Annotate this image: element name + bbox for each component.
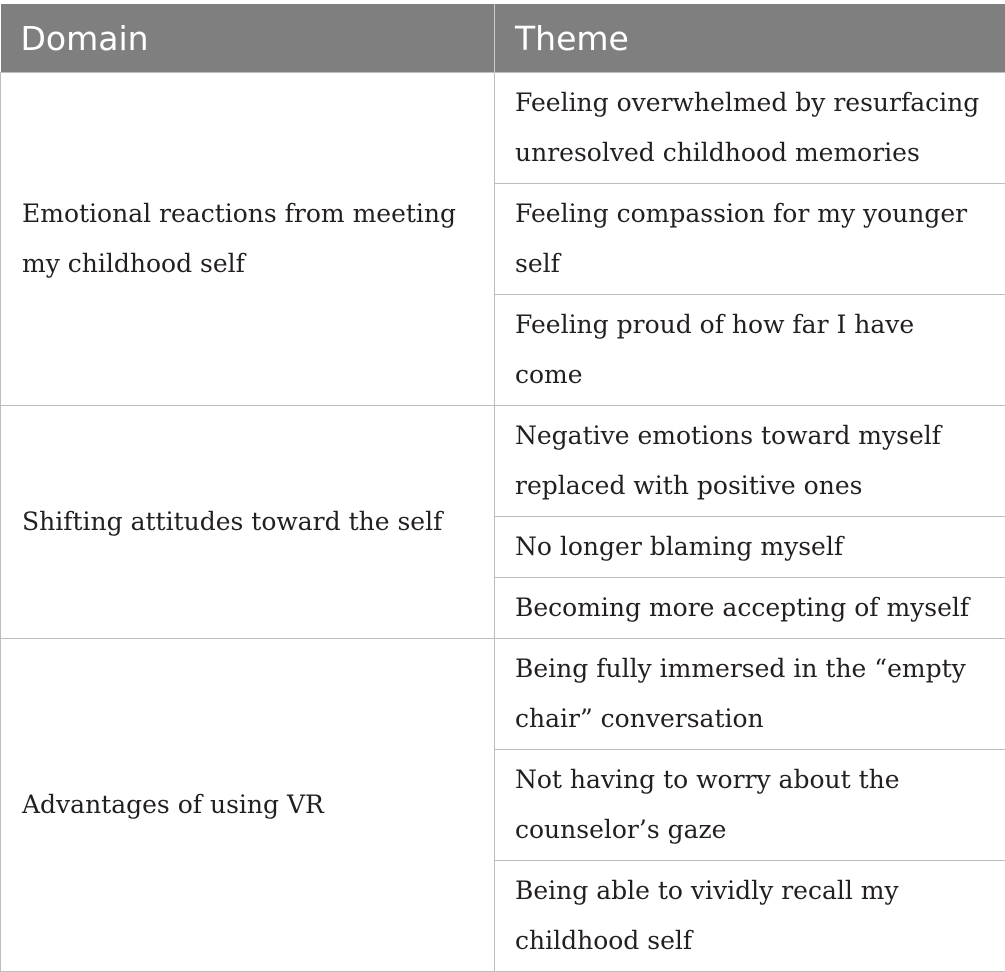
table-row <box>1 406 1005 517</box>
theme-cell: Not having to worry about the counselor’s gaze <box>495 750 1005 861</box>
theme-cell: Being able to vividly recall my childhood self <box>495 861 1005 972</box>
domain-cell-advantages-vr: Advantages of using VR <box>1 639 495 972</box>
header-theme: Theme <box>495 4 1005 73</box>
theme-cell: Becoming more accepting of myself <box>495 578 1005 639</box>
theme-cell: Being fully immersed in the “empty chair” conversation <box>495 639 1005 750</box>
theme-cell: Negative emotions toward myself replaced with positive ones <box>495 406 1005 517</box>
domain-theme-table <box>0 4 1005 972</box>
theme-cell: No longer blaming myself <box>495 517 1005 578</box>
table-row <box>1 73 1005 184</box>
table-row <box>1 639 1005 750</box>
theme-cell: Feeling overwhelmed by resurfacing unresolved childhood memories <box>495 73 1005 184</box>
domain-cell-shifting-attitudes: Shifting attitudes toward the self <box>1 406 495 639</box>
theme-cell: Feeling compassion for my younger self <box>495 184 1005 295</box>
domain-cell-emotional-reactions: Emotional reactions from meeting my childhood self <box>1 73 495 406</box>
theme-cell: Feeling proud of how far I have come <box>495 295 1005 406</box>
table-header <box>1 4 1005 73</box>
table-body <box>1 73 1005 972</box>
header-domain: Domain <box>1 4 495 73</box>
header-row <box>1 4 1005 73</box>
